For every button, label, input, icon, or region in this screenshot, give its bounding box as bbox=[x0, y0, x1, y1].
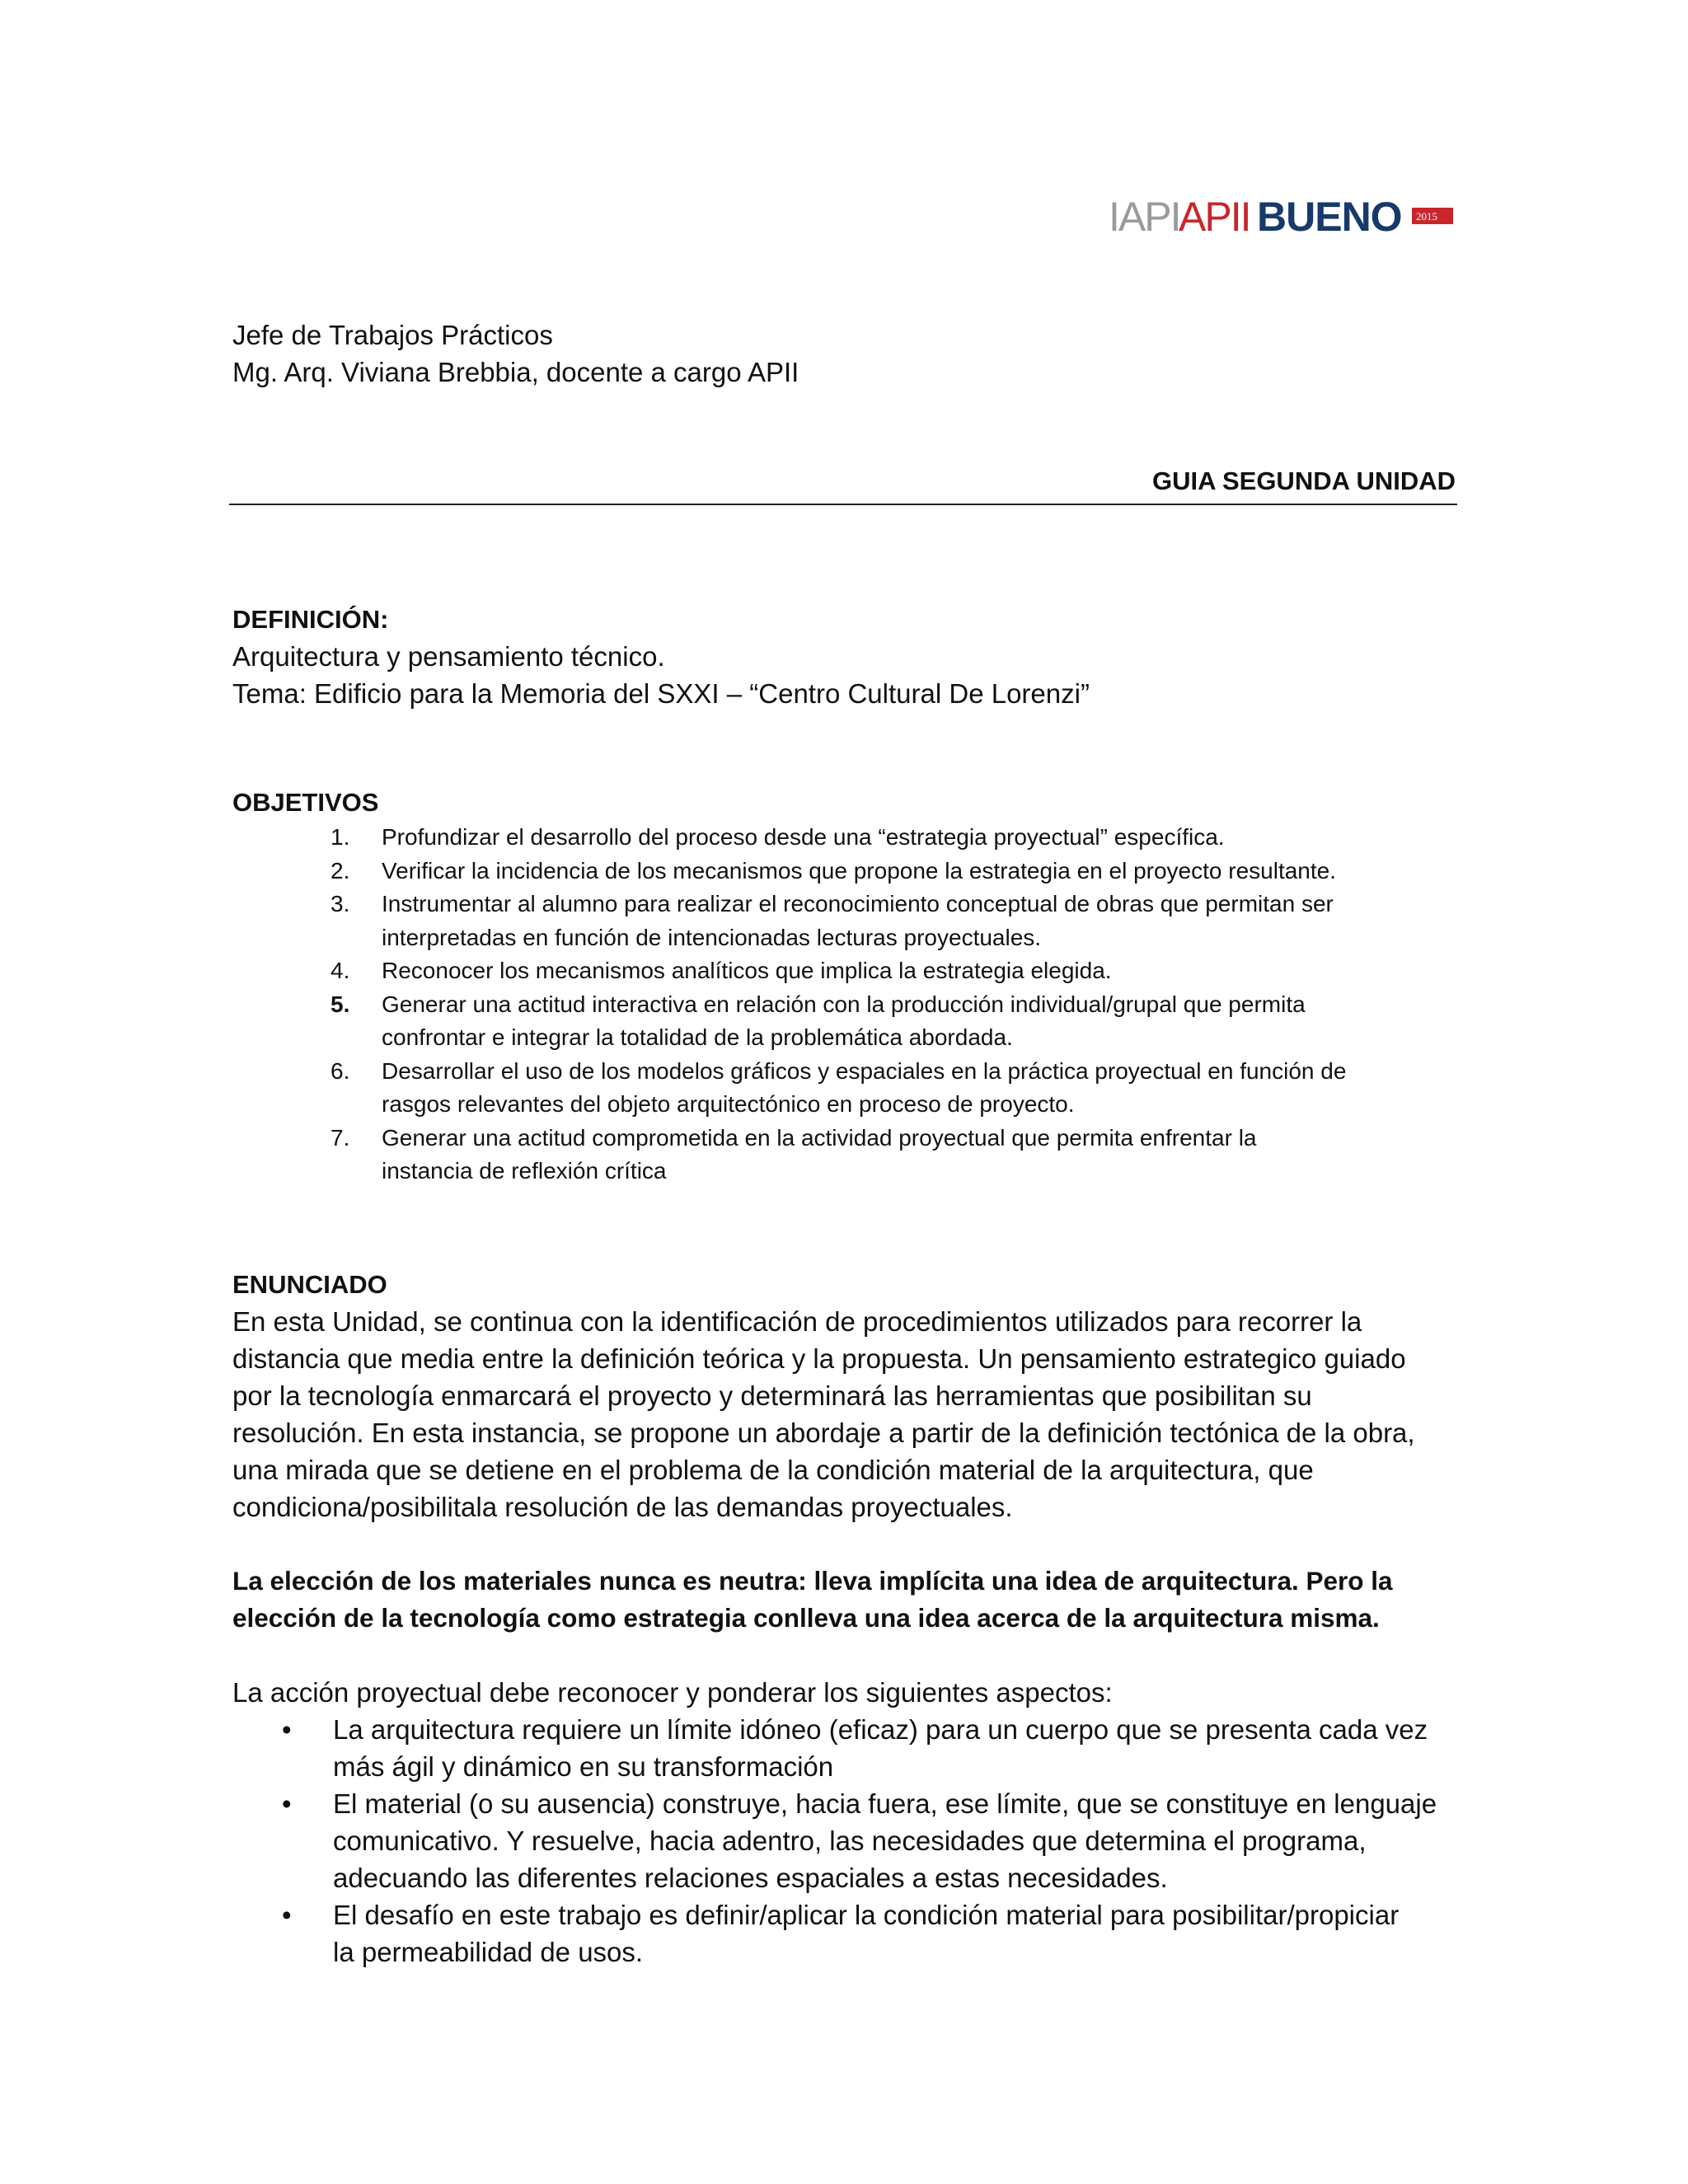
objetivo-number: 6. bbox=[331, 1057, 350, 1084]
objetivo-line: Profundizar el desarrollo del proceso desde una “estrategia proyectual” específica. bbox=[382, 824, 1225, 850]
objetivo-line: Verificar la incidencia de los mecanismos que propone la estrategia en el proyecto resultante. bbox=[382, 857, 1336, 883]
objetivo-item bbox=[232, 988, 1469, 1055]
paragraph-line: resolución. En esta instancia, se propone un abordaje a partir de la definición tectónica de la obra, bbox=[232, 1418, 1415, 1448]
objetivo-item bbox=[232, 954, 1469, 988]
emphasis-line: La elección de los materiales nunca es neutra: lleva implícita una idea de arquitectura. Pero la bbox=[232, 1566, 1393, 1596]
objetivo-number: 2. bbox=[331, 857, 350, 883]
objetivos-list bbox=[232, 821, 1469, 1188]
logo-gray-text: IAPI bbox=[1109, 194, 1180, 240]
objetivo-number: 5. bbox=[331, 991, 350, 1017]
title-divider bbox=[229, 504, 1457, 505]
definicion-line-1: Arquitectura y pensamiento técnico. bbox=[232, 641, 665, 672]
objetivos-heading: OBJETIVOS bbox=[232, 788, 379, 817]
objetivo-line: Desarrollar el uso de los modelos gráficos y espaciales en la práctica proyectual en función de bbox=[382, 1057, 1347, 1084]
objetivo-line: Generar una actitud interactiva en relación con la producción individual/grupal que permita bbox=[382, 991, 1306, 1017]
objetivo-line: instancia de reflexión crítica bbox=[382, 1158, 667, 1183]
bullet-icon: • bbox=[282, 1900, 292, 1930]
aspects-list bbox=[232, 1711, 1469, 1971]
section-title: GUIA SEGUNDA UNIDAD bbox=[1152, 466, 1456, 495]
header-line-2: Mg. Arq. Viviana Brebbia, docente a cargo APII bbox=[232, 357, 799, 387]
iapi-apii-bueno-logo bbox=[1109, 191, 1455, 241]
objetivo-item bbox=[232, 888, 1469, 954]
objetivo-line: rasgos relevantes del objeto arquitectónico en proceso de proyecto. bbox=[382, 1091, 1075, 1117]
logo-blue-text: BUENO bbox=[1257, 194, 1402, 240]
header-line-1: Jefe de Trabajos Prácticos bbox=[232, 320, 553, 350]
objetivo-number: 7. bbox=[331, 1124, 350, 1151]
emphasis-line: elección de la tecnología como estrategia conlleva una idea acerca de la arquitectura misma. bbox=[232, 1603, 1380, 1633]
definicion-section bbox=[232, 601, 1461, 712]
aspect-line: la permeabilidad de usos. bbox=[333, 1937, 644, 1967]
paragraph-line: condiciona/posibilitala resolución de las demandas proyectuales. bbox=[232, 1492, 1013, 1522]
definicion-heading: DEFINICIÓN: bbox=[232, 605, 389, 634]
objetivo-line: Generar una actitud comprometida en la actividad proyectual que permita enfrentar la bbox=[382, 1124, 1257, 1151]
paragraph-line: una mirada que se detiene en el problema de la condición material de la arquitectura, que bbox=[232, 1455, 1314, 1485]
aspects-intro: La acción proyectual debe reconocer y ponderar los siguientes aspectos: bbox=[232, 1677, 1113, 1708]
enunciado-section bbox=[232, 1266, 1469, 1971]
objetivo-line: Instrumentar al alumno para realizar el reconocimiento conceptual de obras que permitan ser bbox=[382, 891, 1334, 916]
paragraph-line: En esta Unidad, se continua con la identificación de procedimientos utilizados para recorrer la bbox=[232, 1306, 1362, 1337]
objetivo-item bbox=[232, 855, 1469, 888]
logo-red-text: APII bbox=[1179, 194, 1250, 240]
bullet-icon: • bbox=[282, 1788, 292, 1819]
objetivo-number: 4. bbox=[331, 958, 350, 983]
objetivo-item bbox=[232, 1122, 1469, 1188]
aspect-line: El material (o su ausencia) construye, hacia fuera, ese límite, que se constituye en lenguaje bbox=[333, 1788, 1437, 1819]
objetivos-section bbox=[232, 785, 1469, 1188]
bullet-icon: • bbox=[282, 1714, 292, 1745]
objetivo-line: confrontar e integrar la totalidad de la problemática abordada. bbox=[382, 1024, 1013, 1050]
aspect-line: comunicativo. Y resuelve, hacia adentro, las necesidades que determina el programa, bbox=[333, 1825, 1367, 1856]
aspect-line: adecuando las diferentes relaciones espaciales a estas necesidades. bbox=[333, 1863, 1168, 1893]
objetivo-item bbox=[232, 821, 1469, 855]
aspect-item bbox=[232, 1785, 1469, 1896]
enunciado-paragraph bbox=[232, 1303, 1469, 1526]
paragraph-line: distancia que media entre la definición teórica y la propuesta. Un pensamiento estrategico guiado bbox=[232, 1343, 1406, 1374]
aspect-line: más ágil y dinámico en su transformación bbox=[333, 1751, 834, 1782]
aspect-item bbox=[232, 1896, 1469, 1971]
objetivo-number: 1. bbox=[331, 824, 350, 850]
definicion-line-2: Tema: Edificio para la Memoria del SXXI – “Centro Cultural De Lorenzi” bbox=[232, 678, 1090, 709]
objetivo-line: interpretadas en función de intencionadas lecturas proyectuales. bbox=[382, 924, 1042, 950]
objetivo-number: 3. bbox=[331, 891, 350, 916]
logo-year-text: 2015 bbox=[1416, 210, 1437, 223]
header-block bbox=[232, 316, 799, 391]
paragraph-line: por la tecnología enmarcará el proyecto y determinará las herramientas que posibilitan su bbox=[232, 1380, 1312, 1411]
objetivo-item bbox=[232, 1055, 1469, 1122]
emphasis-paragraph bbox=[232, 1563, 1469, 1637]
aspect-line: El desafío en este trabajo es definir/aplicar la condición material para posibilitar/propiciar bbox=[333, 1900, 1400, 1930]
aspect-line: La arquitectura requiere un límite idóneo (eficaz) para un cuerpo que se presenta cada vez bbox=[333, 1714, 1428, 1745]
objetivo-line: Reconocer los mecanismos analíticos que implica la estrategia elegida. bbox=[382, 958, 1112, 983]
enunciado-heading: ENUNCIADO bbox=[232, 1270, 387, 1299]
aspect-item bbox=[232, 1711, 1469, 1785]
